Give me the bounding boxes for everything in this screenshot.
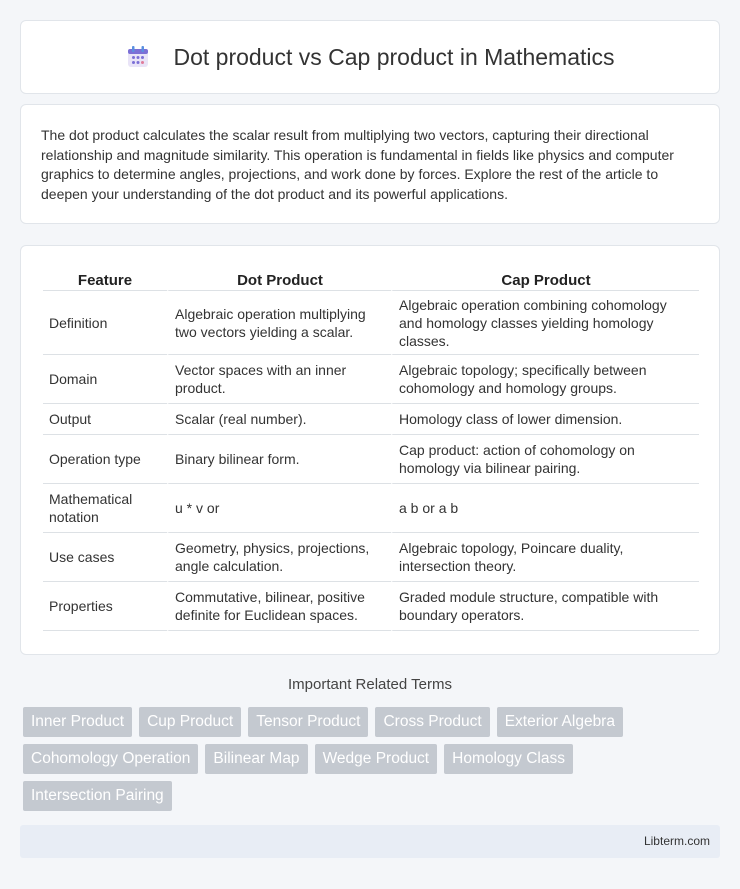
header-cap-product: Cap Product (391, 265, 699, 291)
footer (20, 825, 720, 858)
feature-cell: Definition (43, 291, 167, 355)
tag-intersection-pairing[interactable]: Intersection Pairing (23, 781, 172, 811)
intro-text: The dot product calculates the scalar result from multiplying two vectors, capturing their directional relationship and magnitude similarity. This operation is fundamental in fields like physics and computer graphics to determine angles, projections, and work done by forces. Explore the rest of the article to deepen your understanding of the dot product and its powerful applications. (41, 127, 674, 202)
dot-product-cell: Geometry, physics, projections, angle calculation. (167, 533, 391, 582)
tag-wedge-product[interactable]: Wedge Product (315, 744, 438, 774)
cap-product-cell: Cap product: action of cohomology on homology via bilinear pairing. (391, 435, 699, 484)
feature-cell: Use cases (43, 533, 167, 582)
table-row (43, 484, 699, 533)
footer-site-link[interactable]: Libterm.com (643, 834, 710, 848)
tag-cohomology-operation[interactable]: Cohomology Operation (23, 744, 198, 774)
cap-product-cell: a b or a b (391, 484, 699, 533)
calendar-icon (125, 44, 151, 70)
dot-product-cell: u * v or (167, 484, 391, 533)
table-row (43, 355, 699, 404)
cap-product-cell: Algebraic topology, Poincare duality, intersection theory. (391, 533, 699, 582)
tag-homology-class[interactable]: Homology Class (444, 744, 573, 774)
dot-product-cell: Scalar (real number). (167, 404, 391, 435)
related-terms-title: Important Related Terms (288, 676, 452, 693)
table-header-row (43, 265, 699, 291)
feature-cell: Mathematical notation (43, 484, 167, 533)
feature-cell: Domain (43, 355, 167, 404)
tag-inner-product[interactable]: Inner Product (23, 707, 132, 737)
feature-cell: Properties (43, 582, 167, 631)
page-title: Dot product vs Cap product in Mathematics (173, 43, 615, 70)
header-card (20, 20, 720, 94)
tag-bilinear-map[interactable]: Bilinear Map (205, 744, 307, 774)
feature-cell: Output (43, 404, 167, 435)
header-dot-product: Dot Product (167, 265, 391, 291)
comparison-table-card (20, 245, 720, 655)
dot-product-cell: Binary bilinear form. (167, 435, 391, 484)
cap-product-cell: Graded module structure, compatible with boundary operators. (391, 582, 699, 631)
dot-product-cell: Vector spaces with an inner product. (167, 355, 391, 404)
cap-product-cell: Homology class of lower dimension. (391, 404, 699, 435)
dot-product-cell: Algebraic operation multiplying two vectors yielding a scalar. (167, 291, 391, 355)
tag-tensor-product[interactable]: Tensor Product (248, 707, 368, 737)
tag-cross-product[interactable]: Cross Product (375, 707, 489, 737)
tag-exterior-algebra[interactable]: Exterior Algebra (497, 707, 623, 737)
header-feature: Feature (43, 265, 167, 291)
dot-product-cell: Commutative, bilinear, positive definite for Euclidean spaces. (167, 582, 391, 631)
cap-product-cell: Algebraic operation combining cohomology and homology classes yielding homology classes. (391, 291, 699, 355)
cap-product-cell: Algebraic topology; specifically between cohomology and homology groups. (391, 355, 699, 404)
table-row (43, 582, 699, 631)
table-row (43, 291, 699, 355)
comparison-table (43, 265, 699, 631)
table-row (43, 435, 699, 484)
related-terms-list (23, 707, 723, 811)
feature-cell: Operation type (43, 435, 167, 484)
table-row (43, 533, 699, 582)
tag-cup-product[interactable]: Cup Product (139, 707, 241, 737)
intro-card (20, 104, 720, 224)
table-row (43, 404, 699, 435)
